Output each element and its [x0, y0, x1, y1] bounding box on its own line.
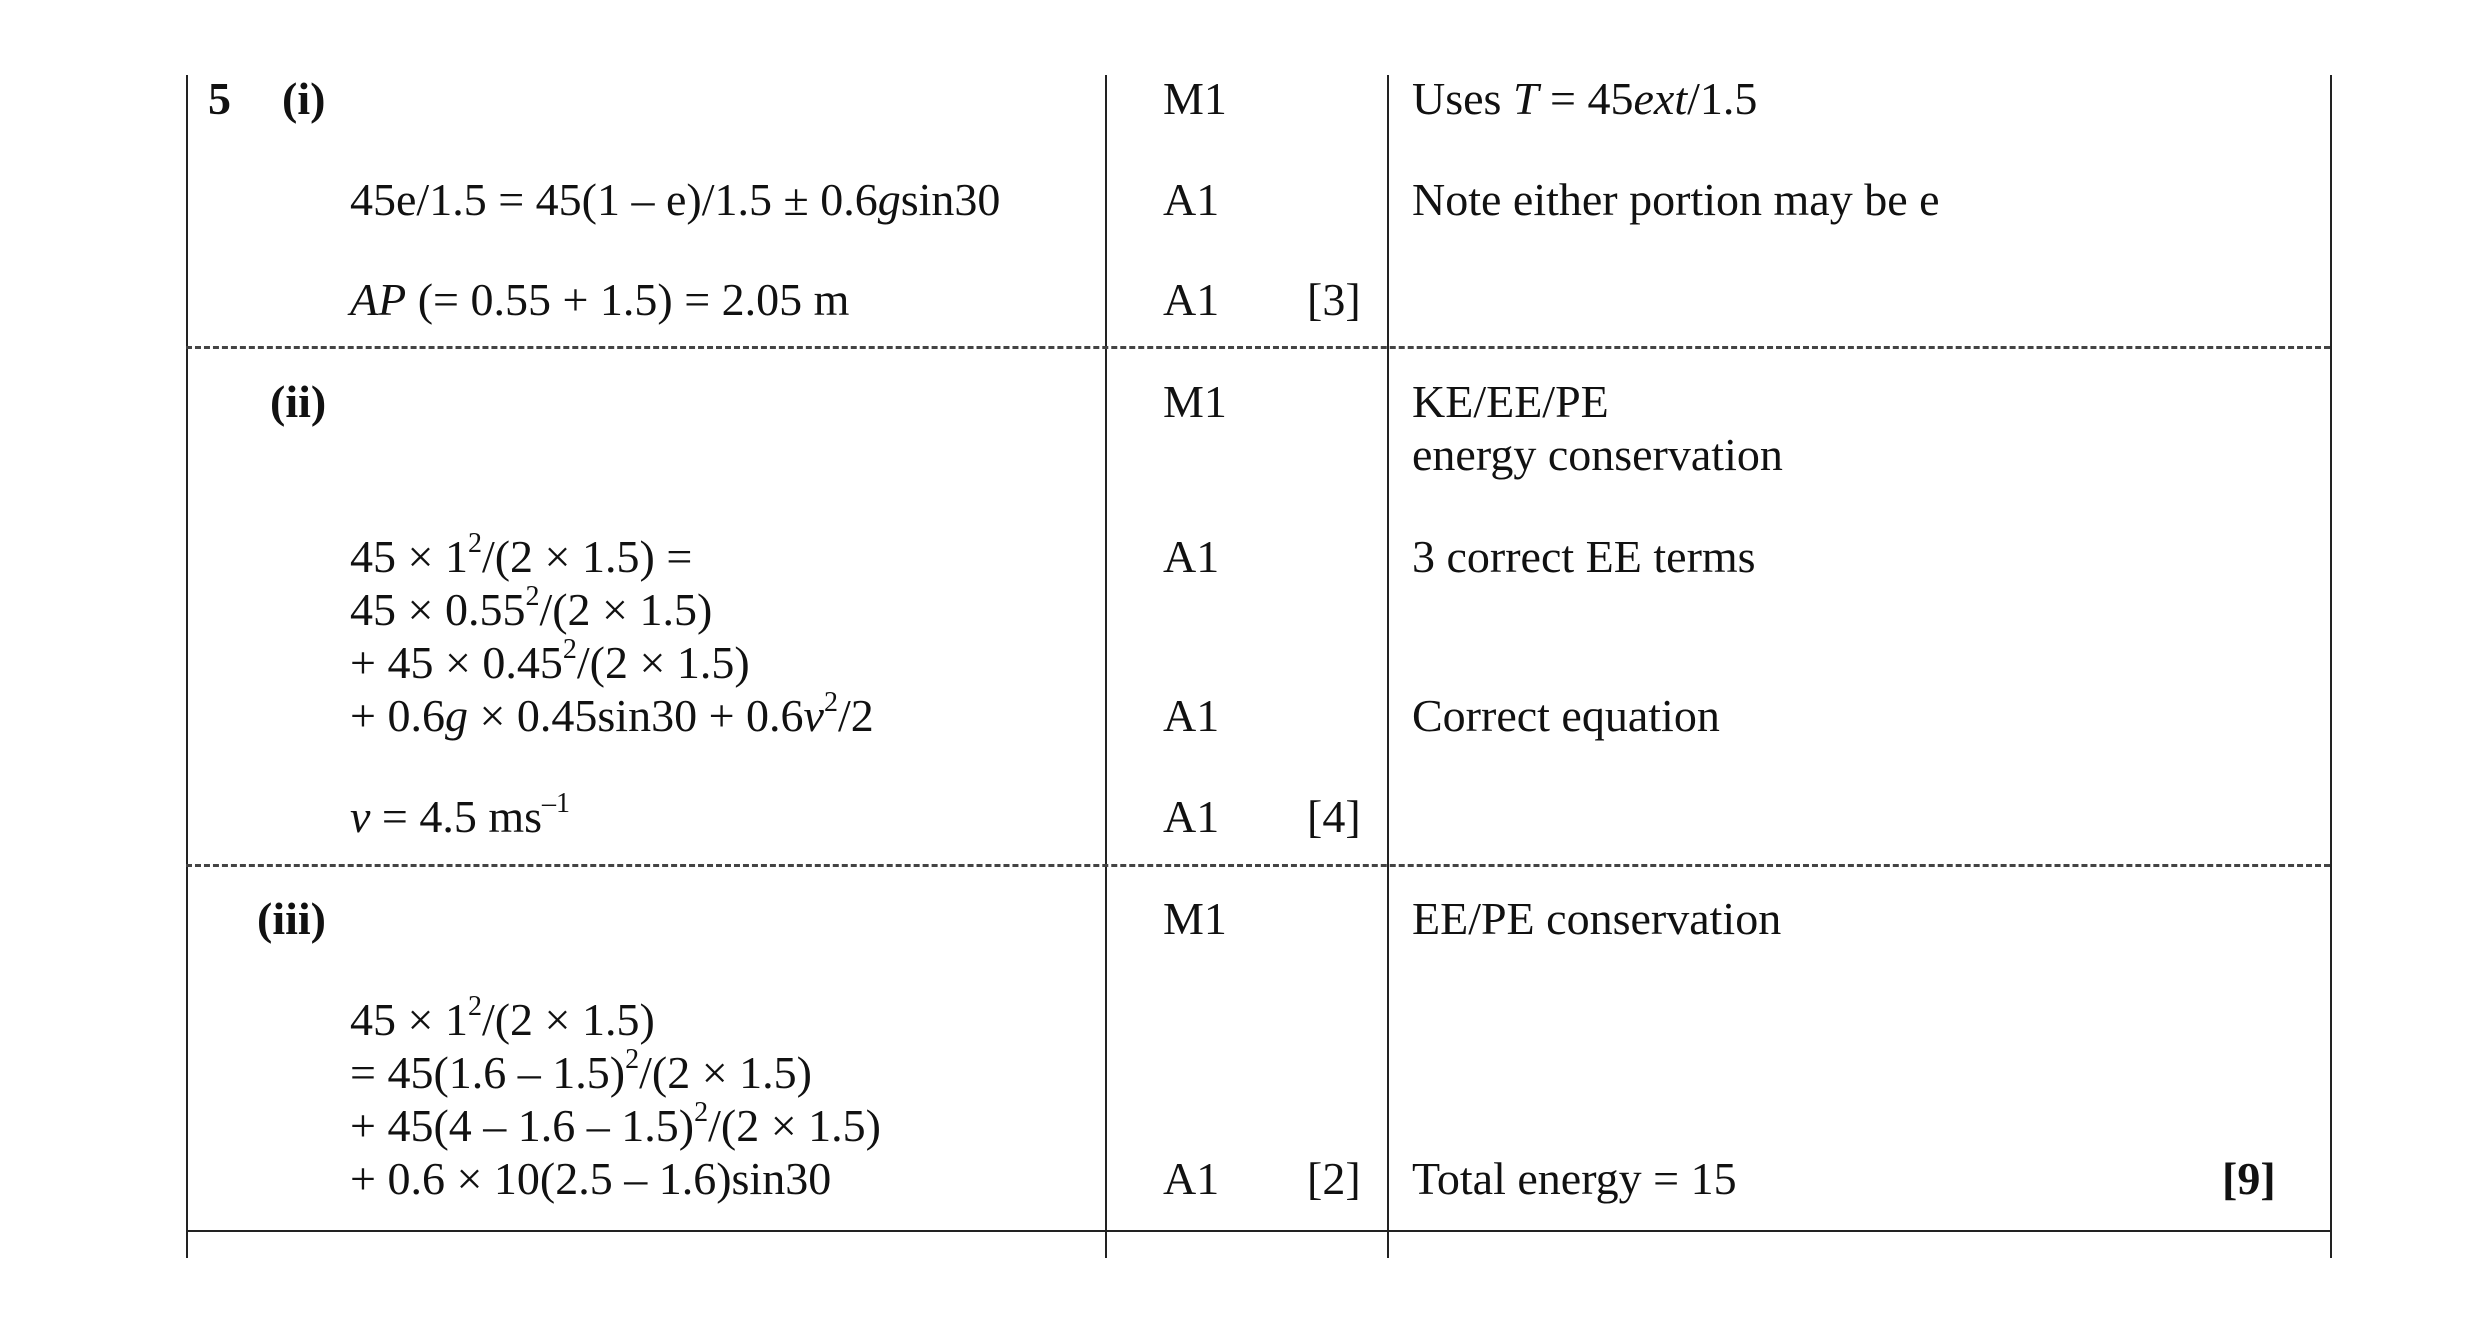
examiner-note: Note either portion may be e: [1412, 174, 1940, 225]
part-label-ii: (ii): [270, 376, 327, 427]
working-line: + $45 \times 0.45^2/(2 \times 1.5)$: [350, 633, 750, 688]
mark-code: A1: [1163, 1153, 1220, 1204]
examiner-note: Correct equation: [1412, 690, 1720, 741]
mark-code: M1: [1163, 73, 1227, 124]
table-bottom-rule: [186, 1230, 2330, 1232]
table-right-border: [2330, 75, 2332, 1258]
part-label-iii: (iii): [257, 893, 326, 944]
mark-code: A1: [1163, 174, 1220, 225]
divider-part-ii-iii: [186, 864, 2330, 867]
mark-code: A1: [1163, 791, 1220, 842]
mark-code: M1: [1163, 893, 1227, 944]
divider-part-i-ii: [186, 346, 2330, 349]
grand-total: [9]: [2222, 1153, 2276, 1204]
working-line: $45 \times 0.55^2/(2 \times 1.5)$: [350, 580, 713, 635]
working-line: 45e/1.5 = 45(1 – e)/1.5 ± 0.6gsin30: [350, 174, 1001, 225]
table-left-border: [186, 75, 188, 1258]
examiner-note: Total energy = 15: [1412, 1153, 1737, 1204]
working-line: v = 4.5 $ms^{-1}$: [350, 787, 571, 842]
working-line: + 0.6 × 10(2.5 – 1.6)sin30: [350, 1153, 832, 1204]
examiner-note: EE/PE conservation: [1412, 893, 1782, 944]
question-number: 5: [208, 73, 231, 124]
mark-code: A1: [1163, 690, 1220, 741]
column-divider-marks: [1105, 75, 1107, 1258]
examiner-note: Uses T = 45ext/1.5: [1412, 73, 1758, 124]
examiner-note: energy conservation: [1412, 429, 1783, 480]
working-line: + $0.6g \times 0.45\sin 30 + 0.6v^2/2$: [350, 686, 874, 741]
mark-code: A1: [1163, 531, 1220, 582]
part-label-i: (i): [282, 73, 326, 124]
working-line: $45 \times 1^2/(2 \times 1.5)$: [350, 990, 655, 1045]
examiner-note: KE/EE/PE: [1412, 376, 1609, 427]
working-line: $45 \times 1^2/(2 \times 1.5)$ =: [350, 527, 693, 582]
working-line: = 45(1.6 – 1.5)$^2$/(2 × 1.5): [350, 1043, 812, 1098]
mark-code: M1: [1163, 376, 1227, 427]
examiner-note: 3 correct EE terms: [1412, 531, 1756, 582]
working-line: + 45(4 – 1.6 – 1.5)$^2$/(2 × 1.5): [350, 1096, 881, 1151]
part-total: [4]: [1307, 791, 1361, 842]
column-divider-notes: [1387, 75, 1389, 1258]
working-line: AP (= 0.55 + 1.5) = 2.05 m: [350, 274, 850, 325]
part-total: [2]: [1307, 1153, 1361, 1204]
part-total: [3]: [1307, 274, 1361, 325]
mark-code: A1: [1163, 274, 1220, 325]
